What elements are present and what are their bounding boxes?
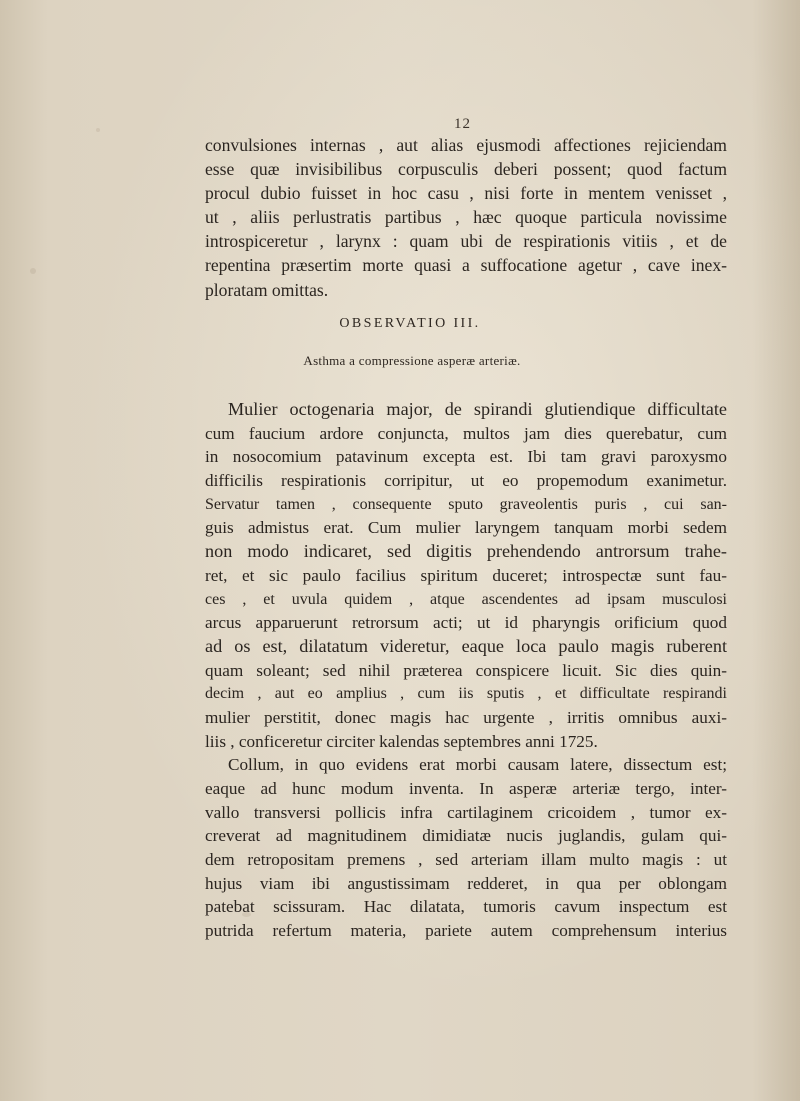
text-line: ret, et sic paulo facilius spiritum duceret; introspectæ sunt fau- xyxy=(205,565,727,585)
text-line: patebat scissuram. Hac dilatata, tumoris cavum inspectum est xyxy=(205,897,727,917)
text-line: ut , aliis perlustratis partibus , hæc quoque particula novissime xyxy=(205,207,727,228)
observation-title: OBSERVATIO III. xyxy=(339,316,481,331)
observation-body xyxy=(205,398,727,943)
text-line: decim , aut eo amplius , cum iis sputis , et difficultate respirandi xyxy=(205,685,727,703)
text-line: putrida refertum materia, pariete autem comprehensum interius xyxy=(205,921,727,941)
text-line: esse quæ invisibilibus corpusculis deberi possent; quod factum xyxy=(205,159,727,180)
paragraph-continuation xyxy=(205,133,727,302)
text-line: Servatur tamen , consequente sputo graveolentis puris , cui san- xyxy=(205,495,727,513)
text-line: liis , conficeretur circiter kalendas septembres anni 1725. xyxy=(205,731,598,751)
text-line: procul dubio fuisset in hoc casu , nisi forte in mentem venisset , xyxy=(205,183,727,204)
text-line: ad os est, dilatatum videretur, eaque loca paulo magis ruberent xyxy=(205,635,727,656)
text-line: non modo indicaret, sed digitis prehendendo antrorsum trahe- xyxy=(205,541,727,562)
text-line: ploratam omittas. xyxy=(205,279,329,300)
text-line: convulsiones internas , aut alias ejusmodi affectiones rejiciendam xyxy=(205,135,727,155)
text-line: in nosocomium patavinum excepta est. Ibi tam gravi paroxysmo xyxy=(205,447,727,467)
text-line: creverat ad magnitudinem dimidiatæ nucis juglandis, gulam qui- xyxy=(205,826,727,846)
paper-stain xyxy=(96,128,100,132)
text-line: difficilis respirationis corripitur, ut eo propemodum exanimetur. xyxy=(205,471,727,491)
text-line: hujus viam ibi angustissimam redderet, in qua per oblongam xyxy=(205,873,727,893)
observation-subtitle: Asthma a compressione asperæ arteriæ. xyxy=(303,353,521,368)
text-line: cum faucium ardore conjuncta, multos jam dies querebatur, cum xyxy=(205,423,727,443)
text-line: dem retropositam premens , sed arteriam illam multo magis : ut xyxy=(205,850,727,870)
text-line: introspiceretur , larynx : quam ubi de respirationis vitiis , et de xyxy=(205,231,727,252)
text-line: vallo transversi pollicis infra cartilaginem cricoidem , tumor ex- xyxy=(205,802,727,822)
text-line: ces , et uvula quidem , atque ascendentes ad ipsam musculosi xyxy=(205,590,727,608)
paper-stain xyxy=(30,268,36,274)
page-number: 12 xyxy=(454,116,471,132)
text-line: repentina præsertim morte quasi a suffocatione agetur , cave inex- xyxy=(205,255,727,276)
text-line: Mulier octogenaria major, de spirandi glutiendique difficultate xyxy=(228,399,727,419)
text-line: eaque ad hunc modum inventa. In asperæ arteriæ tergo, inter- xyxy=(205,779,727,798)
text-line: quam soleant; sed nihil præterea conspicere licuit. Sic dies quin- xyxy=(205,660,727,680)
text-line: Collum, in quo evidens erat morbi causam latere, dissectum est; xyxy=(228,755,727,775)
text-line: arcus apparuerunt retrorsum acti; ut id pharyngis orificium quod xyxy=(205,613,727,633)
text-line: guis admistus erat. Cum mulier laryngem tanquam morbi sedem xyxy=(205,518,727,538)
text-line: mulier perstitit, donec magis hac urgente , irritis omnibus auxi- xyxy=(205,707,727,727)
